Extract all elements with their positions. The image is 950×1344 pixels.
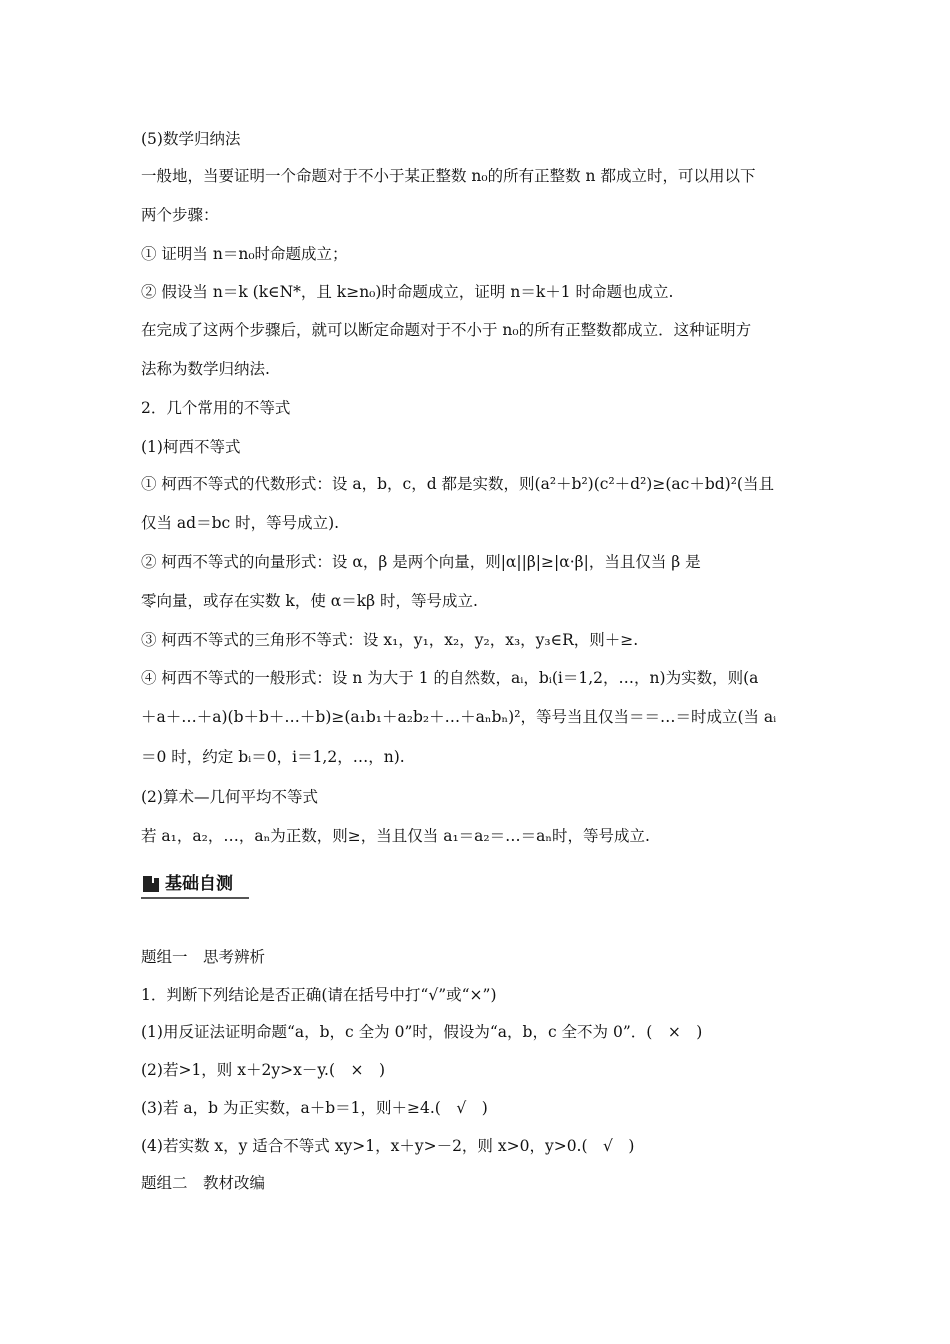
cauchy-vector-line: ② 柯西不等式的向量形式：设 α，β 是两个向量，则|α||β|≥|α·β|，当且仅当 β 是 <box>141 553 701 571</box>
heading-mathematical-induction: (5)数学归纳法 <box>141 130 241 148</box>
step-two-line: ② 假设当 n＝k (k∈N*，且 k≥n₀)时命题成立，证明 n＝k＋1 时命题也成立. <box>141 283 674 301</box>
group-two-heading: 题组二 教材改编 <box>141 1174 266 1192</box>
cauchy-algebraic-line: ① 柯西不等式的代数形式：设 a，b，c，d 都是实数，则(a²＋b²)(c²＋d²)≥(ac＋bd)²(当且 <box>141 475 774 493</box>
cauchy-vector-line: 零向量，或存在实数 k，使 α＝kβ 时，等号成立. <box>141 592 478 610</box>
question-item: (2)若>1，则 x＋2y>x－y.( × ) <box>141 1061 386 1079</box>
paragraph-line: 两个步骤： <box>141 206 219 224</box>
cauchy-general-line: ④ 柯西不等式的一般形式：设 n 为大于 1 的自然数，aᵢ，bᵢ(i＝1,2，…，n)为实数，则(a <box>141 669 759 687</box>
am-gm-line: 若 a₁，a₂，…，aₙ为正数，则≥，当且仅当 a₁＝a₂＝…＝aₙ时，等号成立. <box>141 827 650 845</box>
heading-cauchy-inequality: (1)柯西不等式 <box>141 438 241 456</box>
section-underline <box>141 897 249 899</box>
group-one-heading: 题组一 思考辨析 <box>141 948 266 966</box>
question-stem: 1．判断下列结论是否正确(请在括号中打“√”或“×”) <box>141 986 497 1004</box>
cauchy-triangle-line: ③ 柯西不等式的三角形不等式：设 x₁，y₁，x₂，y₂，x₃，y₃∈R，则＋≥. <box>141 631 639 649</box>
cauchy-general-line: ＋a＋…＋a)(b＋b＋…＋b)≥(a₁b₁＋a₂b₂＋…＋aₙbₙ)²，等号当且仅当＝＝…＝时成立(当 aᵢ <box>141 708 777 726</box>
paragraph-line: 在完成了这两个步骤后，就可以断定命题对于不小于 n₀的所有正整数都成立．这种证明方 <box>141 321 752 339</box>
section-title: 基础自测 <box>165 874 233 894</box>
question-item: (3)若 a，b 为正实数，a＋b＝1，则＋≥4.( √ ) <box>141 1099 488 1117</box>
heading-common-inequalities: 2．几个常用的不等式 <box>141 399 291 417</box>
heading-am-gm-inequality: (2)算术—几何平均不等式 <box>141 788 318 806</box>
step-one-line: ① 证明当 n＝n₀时命题成立； <box>141 245 348 263</box>
paragraph-line: 法称为数学归纳法. <box>141 360 270 378</box>
cauchy-general-line: ＝0 时，约定 bᵢ＝0，i＝1,2，…，n). <box>141 748 405 766</box>
question-item: (4)若实数 x，y 适合不等式 xy>1，x＋y>－2，则 x>0，y>0.( √ ) <box>141 1137 635 1155</box>
section-header <box>141 872 251 900</box>
paragraph-line: 一般地，当要证明一个命题对于不小于某正整数 n₀的所有正整数 n 都成立时，可以用以下 <box>141 167 756 185</box>
question-item: (1)用反证法证明命题“a，b，c 全为 0”时，假设为“a，b，c 全不为 0”．( × ) <box>141 1023 703 1041</box>
section-icon-dot <box>154 878 159 883</box>
cauchy-algebraic-line: 仅当 ad＝bc 时，等号成立). <box>141 514 340 532</box>
